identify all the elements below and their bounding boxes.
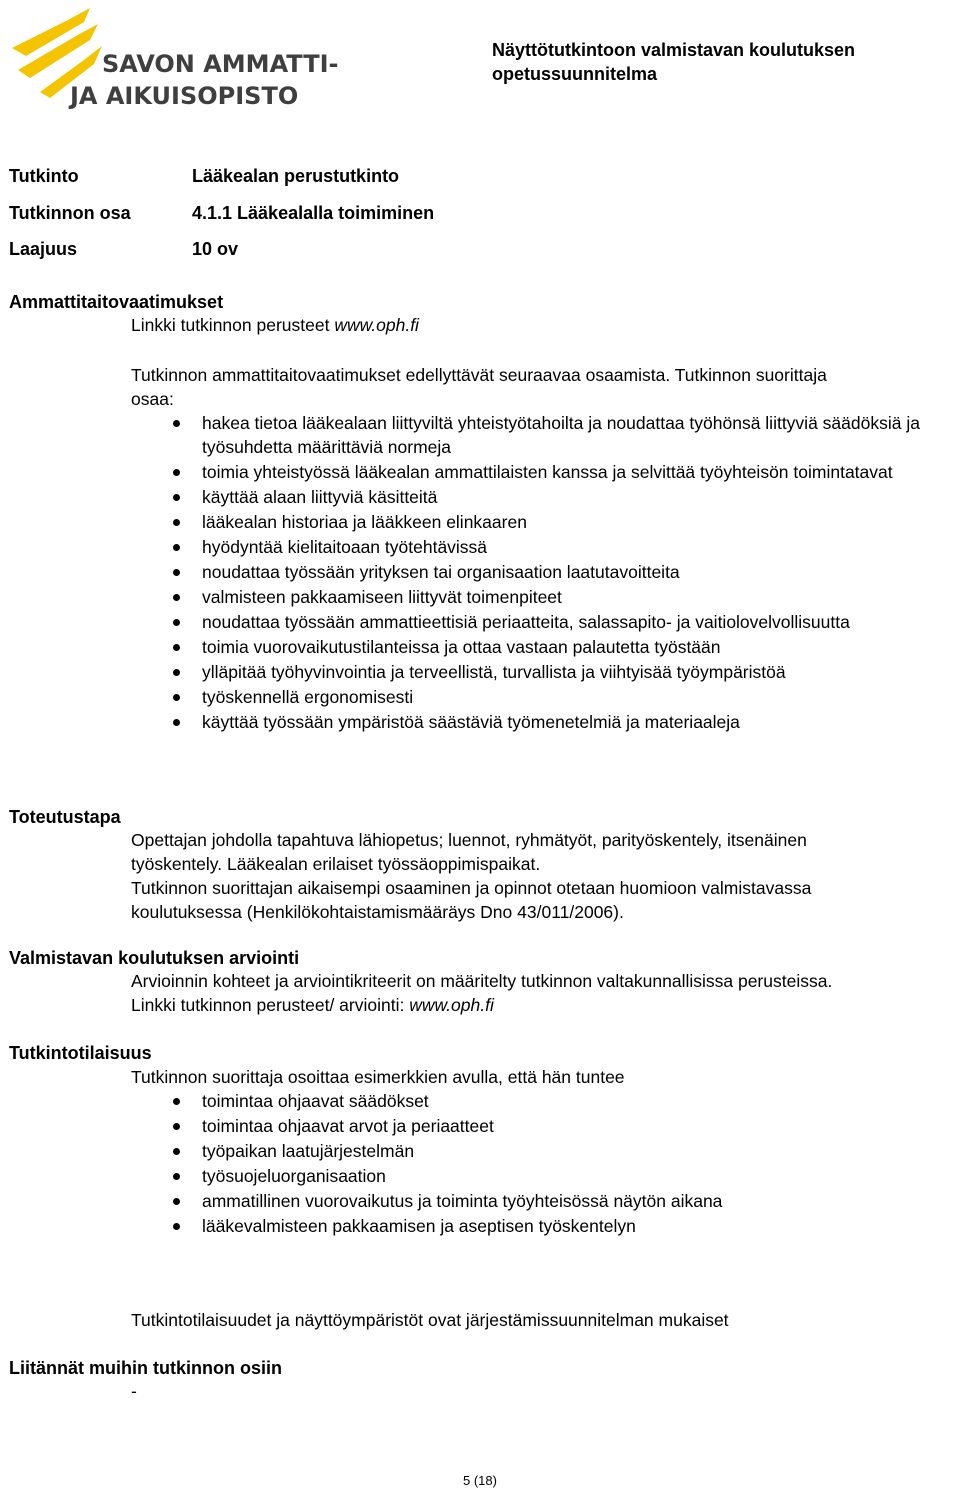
list-item: toimia yhteistyössä lääkealan ammattilaisten kanssa ja selvittää työyhteisön toimintatavat [131,461,931,485]
list-item: ammatillinen vuorovaikutus ja toiminta työyhteisössä näytön aikana [131,1190,931,1214]
laajuus-label: Laajuus [9,239,78,259]
bullet-icon [173,1123,180,1130]
tutkintotilaisuus-heading: Tutkintotilaisuus [9,1043,152,1063]
list-item: noudattaa työssään ammattieettisiä periaatteita, salassapito- ja vaitiolovelvollisuutta [131,611,931,635]
list-item: käyttää työssään ympäristöä säästäviä työmenetelmiä ja materiaaleja [131,711,931,735]
bullet-icon [173,644,180,651]
toteutustapa-line-1: Opettajan johdolla tapahtuva lähiopetus; luennot, ryhmätyöt, parityöskentely, itsenäinen [131,830,807,850]
arviointi-link-line [131,994,946,1018]
bullet-icon [173,569,180,576]
arviointi-link[interactable]: www.oph.fi [409,995,494,1015]
bullet-icon [173,1173,180,1180]
bullet-icon [173,519,180,526]
liitannat-heading: Liitännät muihin tutkinnon osiin [9,1358,282,1378]
arviointi-line-1: Arvioinnin kohteet ja arviointikriteerit on määritelty tutkinnon valtakunnallisissa perusteissa. [131,971,833,991]
bullet-icon [173,619,180,626]
list-item: toimintaa ohjaavat arvot ja periaatteet [131,1115,931,1139]
list-item: hakea tietoa lääkealaan liittyviltä yhteistyötahoilta ja noudattaa työhönsä liittyviä säädöksiä ja työsuhdetta määrittäviä normeja [131,412,931,459]
bullet-icon [173,544,180,551]
ammattitaito-intro-2: osaa: [131,389,174,409]
bullet-icon [173,694,180,701]
logo-mark-icon [10,6,340,110]
toteutustapa-line-3: Tutkinnon suorittajan aikaisempi osaaminen ja opinnot otetaan huomioon valmistavassa [131,878,812,898]
bullet-icon [173,469,180,476]
bullet-icon [173,420,180,427]
document-title: Näyttötutkintoon valmistavan koulutuksen opetussuunnitelma [492,40,856,84]
tutkintotilaisuus-intro: Tutkinnon suorittaja osoittaa esimerkkien avulla, että hän tuntee [131,1067,625,1087]
liitannat-value: - [131,1381,137,1401]
list-item: noudattaa työssään yrityksen tai organisaation laatutavoitteita [131,561,931,585]
list-item: toimintaa ohjaavat säädökset [131,1090,931,1114]
tutkintotilaisuus-footer: Tutkintotilaisuudet ja näyttöympäristöt ovat järjestämissuunnitelman mukaiset [131,1310,729,1330]
list-item: työskennellä ergonomisesti [131,686,931,710]
list-item: ylläpitää työhyvinvointia ja terveellistä, turvallista ja viihtyisää työympäristöä [131,661,931,685]
bullet-icon [173,669,180,676]
list-item: työsuojeluorganisaation [131,1165,931,1189]
tutkinnon-osa-value: 4.1.1 Lääkealalla toimiminen [192,203,435,223]
ammattitaito-intro-1: Tutkinnon ammattitaitovaatimukset edellyttävät seuraavaa osaamista. Tutkinnon suorittaja [131,365,827,385]
bullet-icon [173,1098,180,1105]
tutkinnon-osa-label: Tutkinnon osa [9,203,131,223]
bullet-icon [173,1223,180,1230]
list-item: hyödyntää kielitaitoaan työtehtävissä [131,536,931,560]
list-item: lääkealan historiaa ja lääkkeen elinkaaren [131,511,931,535]
list-item: toimia vuorovaikutustilanteissa ja ottaa vastaan palautetta työstään [131,636,931,660]
logo-line2: JA AIKUISOPISTO [70,82,299,110]
list-item: työpaikan laatujärjestelmän [131,1140,931,1164]
toteutustapa-line-4: koulutuksessa (Henkilökohtaistamismääräys Dno 43/011/2006). [131,902,624,922]
bullet-icon [173,1148,180,1155]
ammattitaito-list [131,412,931,736]
list-item: valmisteen pakkaamiseen liittyvät toimenpiteet [131,586,931,610]
school-logo [10,6,340,110]
bullet-icon [173,719,180,726]
arviointi-heading: Valmistavan koulutuksen arviointi [9,948,300,968]
tutkintotilaisuus-list [131,1090,931,1240]
ammattitaito-heading: Ammattitaitovaatimukset [9,292,224,312]
laajuus-value: 10 ov [192,239,239,259]
bullet-icon [173,494,180,501]
tutkinto-label: Tutkinto [9,166,79,186]
ammattitaito-link-text: Linkki tutkinnon perusteet [131,315,335,335]
ammattitaito-link[interactable]: www.oph.fi [334,315,419,335]
toteutustapa-heading: Toteutustapa [9,807,121,827]
tutkinto-value: Lääkealan perustutkinto [192,166,400,186]
list-item: käyttää alaan liittyviä käsitteitä [131,486,931,510]
arviointi-link-text: Linkki tutkinnon perusteet/ arviointi: [131,995,410,1015]
page-number: 5 (18) [463,1473,497,1488]
list-item: lääkevalmisteen pakkaamisen ja aseptisen työskentelyn [131,1215,931,1239]
bullet-icon [173,594,180,601]
logo-line1: SAVON AMMATTI- [102,50,339,78]
bullet-icon [173,1198,180,1205]
ammattitaito-link-line [131,314,946,338]
toteutustapa-line-2: työskentely. Lääkealan erilaiset työssäoppimispaikat. [131,854,541,874]
